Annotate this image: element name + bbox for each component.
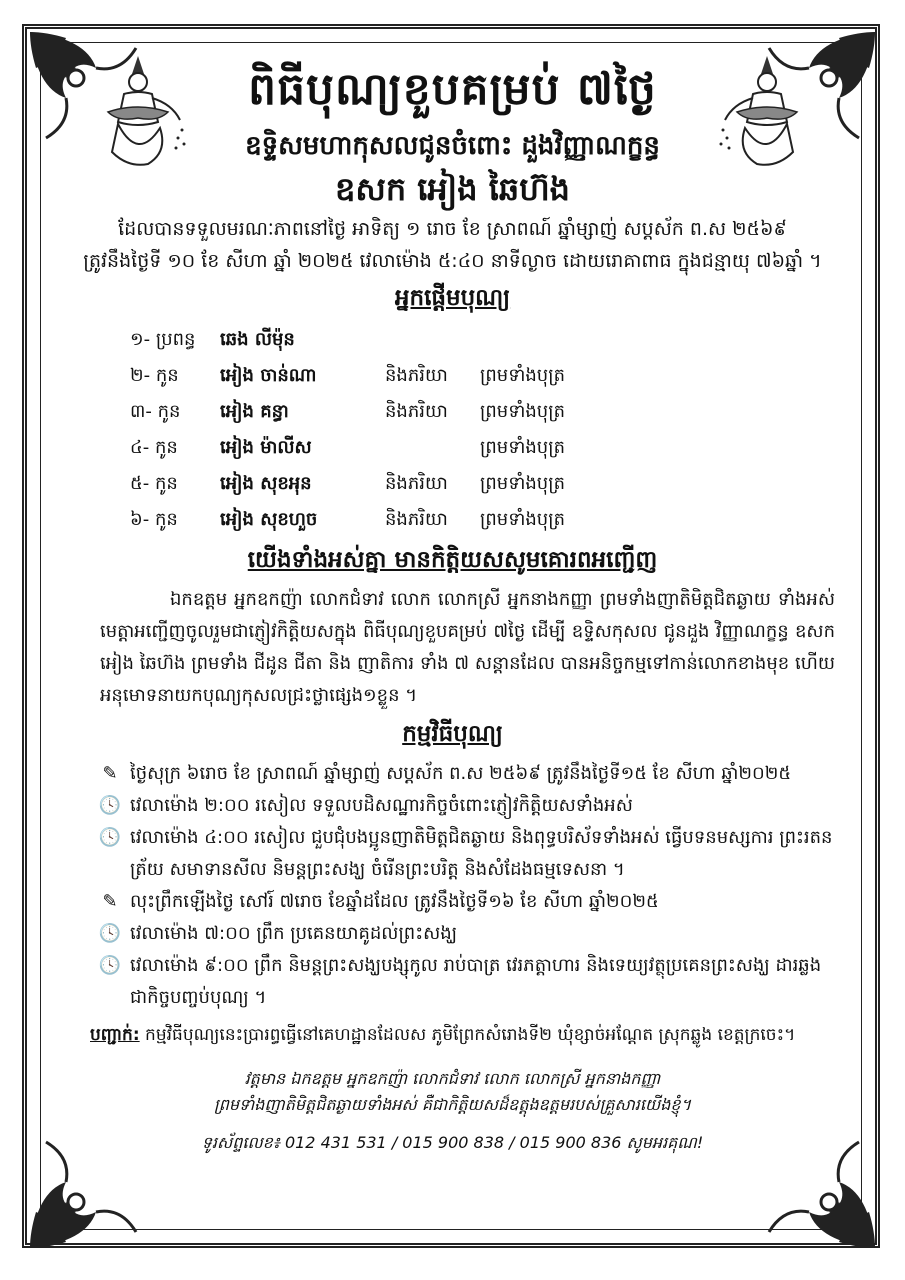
organizer-name: អៀង ចាន់ណា xyxy=(220,365,317,386)
invitation-heading: យើងទាំងអស់គ្នា មានកិត្តិយសសូមគោរពអញ្ជើញ xyxy=(247,547,658,573)
organizer-name: អៀង សុខអុន xyxy=(220,473,312,494)
program-item-text: វេលាម៉ោង ២:០០ រសៀល ទទួលបដិសណ្ឋារកិច្ចចំពោះភ្ញៀវកិត្តិយសទាំងអស់ xyxy=(130,795,633,816)
program-item-text: វេលាម៉ោង ៩:០០ ព្រឹក និមន្តព្រះសង្ឃបង្សុកូល រាប់បាត្រ វេរភត្តាហារ និងទេយ្យវត្ថុប្រគេនព្រះសង្ឃ ដារឆ្លងជាកិច្ចបញ្ចប់បុណ្យ ។ xyxy=(130,955,822,1008)
organizer-name: ឆេង លីម៉ុន xyxy=(220,329,295,350)
organizer-name: អៀង សុខហួច xyxy=(220,509,318,530)
pen-icon: ✎ xyxy=(102,763,118,784)
organizer-name: អៀង ម៉ាលីស xyxy=(220,437,312,458)
organizer-children: ព្រមទាំងបុត្រ xyxy=(480,473,565,494)
dedication-subtitle: ឧទ្ទិសមហាកុសលជូនចំពោះ ដួងវិញ្ញាណក្ខន្ធ xyxy=(245,131,660,161)
organizer-row xyxy=(130,466,845,502)
clock-icon: 🕓 xyxy=(98,955,122,976)
organizer-relation: ២- កូន xyxy=(130,365,179,386)
program-item xyxy=(90,886,835,918)
organizers-list xyxy=(130,322,845,538)
organizer-relation: ១- ប្រពន្ធ xyxy=(130,329,196,350)
organizer-children: ព្រមទាំងបុត្រ xyxy=(480,365,565,386)
organizer-spouse: និងភរិយា xyxy=(385,365,448,386)
footer-line-1: វត្តមាន ឯកឧត្តម អ្នកឧកញ៉ា លោកជំទាវ លោក លោកស្រី អ្នកនាងកញ្ញា xyxy=(244,1069,661,1088)
program-item-text: វេលាម៉ោង ៤:០០ រសៀល ជួបជុំបងប្អូនញាតិមិត្តជិតឆ្ងាយ និងពុទ្ធបរិស័ទទាំងអស់ ធ្វើបទនមស្សការ ព្រះរតនត្រ័យ សមាទានសីល និមន្តព្រះសង្ឃ ចំរើនព្រះបរិត្ត និងសំដែងធម្មទេសនា ។ xyxy=(130,827,833,880)
death-time-line: ត្រូវនឹងថ្ងៃទី ១០ ខែ សីហា ឆ្នាំ ២០២៥ វេលាម៉ោង ៥:៤០ នាទីល្ងាច ដោយរោគាពាធ ក្នុងជន្មាយុ ៧៦ឆ្នាំ ។ xyxy=(83,250,822,272)
organizers-heading: អ្នកផ្តើមបុណ្យ xyxy=(394,285,511,311)
main-content xyxy=(60,52,845,1156)
organizer-relation: ៤- កូន xyxy=(130,437,178,458)
footer-line-2: ព្រមទាំងញាតិមិត្តជិតឆ្ងាយទាំងអស់ គឺជាកិត្តិយសដ៏ឧត្តុងឧត្តមរបស់គ្រួសារយើងខ្ញុំ។ xyxy=(213,1095,692,1114)
clock-icon: 🕓 xyxy=(98,795,122,816)
organizer-row xyxy=(130,502,845,538)
organizer-relation: ៣- កូន xyxy=(130,401,181,422)
organizer-relation: ៥- កូន xyxy=(130,473,178,494)
organizer-row xyxy=(130,430,845,466)
clock-icon: 🕓 xyxy=(98,923,122,944)
organizer-name: អៀង គន្ធា xyxy=(220,401,289,422)
note-text: កម្មវិធីបុណ្យនេះប្រារព្ធធ្វើនៅគេហដ្ឋានដែលស ភូមិព្រែកសំរោងទី២ ឃុំខ្សាច់អណ្តែត ស្រុកឆ្លូង ខេត្តក្រចេះ។ xyxy=(139,1025,796,1045)
clock-icon: 🕓 xyxy=(98,827,122,848)
organizer-spouse: និងភរិយា xyxy=(385,473,448,494)
contact-phone: ទូរស័ព្ទលេខ៖ 012 431 531 / 015 900 838 / 015 900 836 សូមអរគុណ! xyxy=(201,1133,704,1152)
deceased-name: ឧសក អៀង ឆៃហ៊ង xyxy=(335,170,570,208)
organizer-spouse: និងភរិយា xyxy=(385,509,448,530)
program-item-text: ថ្ងៃសុក្រ ៦រោច ខែ ស្រាពណ៍ ឆ្នាំម្សាញ់ សប្តស័ក ព.ស ២៥៦៩ ត្រូវនឹងថ្ងៃទី១៥ ខែ សីហា ឆ្នាំ២០២៥ xyxy=(130,763,792,784)
organizer-row xyxy=(130,394,845,430)
organizer-children: ព្រមទាំងបុត្រ xyxy=(480,509,565,530)
page-title: ពិធីបុណ្យខួបគម្រប់ ៧ថ្ងៃ xyxy=(248,64,657,115)
organizer-children: ព្រមទាំងបុត្រ xyxy=(480,437,565,458)
death-date-line: ដែលបានទទួលមរណៈភាពនៅថ្ងៃ អាទិត្យ ១ រោច ខែ ស្រាពណ៍ ឆ្នាំម្សាញ់ សប្តស័ក ព.ស ២៥៦៩ xyxy=(118,218,787,240)
organizer-children: ព្រមទាំងបុត្រ xyxy=(480,401,565,422)
footer-message xyxy=(60,1066,845,1118)
program-item-text: វេលាម៉ោង ៧:០០ ព្រឹក ប្រគេនយាគូដល់ព្រះសង្ឃ xyxy=(130,923,458,944)
program-item xyxy=(90,758,835,790)
note-label: បញ្ជាក់: xyxy=(90,1025,140,1045)
program-list xyxy=(90,758,835,1014)
invitation-body: ឯកឧត្តម អ្នកឧកញ៉ា លោកជំទាវ លោក លោកស្រី អ្នកនាងកញ្ញា ព្រមទាំងញាតិមិត្តជិតឆ្ងាយ ទាំងអស់មេត្តាអញ្ជើញចូលរួមជាភ្ញៀវកិត្តិយសក្នុង ពិធីបុណ្យខួបគម្រប់ ៧ថ្ងៃ ដើម្បី ឧទ្ទិសកុសល ជូនដួង វិញ្ញាណក្ខន្ធ ឧសក អៀង ឆៃហ៊ង ព្រមទាំង ជីដូន ជីតា និង ញាតិការ ទាំង ៧ សន្តានដែល បានអនិច្ចកម្មទៅកាន់លោកខាងមុខ ហើយអនុមោទនាយកបុណ្យកុសលជ្រះថ្លាផ្សេង១ខ្លួន ។ xyxy=(100,589,835,706)
organizer-row xyxy=(130,322,845,358)
program-item xyxy=(90,790,835,822)
organizer-row xyxy=(130,358,845,394)
program-item xyxy=(90,918,835,950)
program-heading: កម្មវិធីបុណ្យ xyxy=(402,721,503,747)
program-item xyxy=(90,822,835,886)
location-note xyxy=(90,1020,835,1050)
organizer-spouse xyxy=(385,322,480,358)
program-item-text: លុះព្រឹកឡើងថ្ងៃ សៅរ៍ ៧រោច ខែឆ្នាំដដែល ត្រូវនឹងថ្ងៃទី១៦ ខែ សីហា ឆ្នាំ២០២៥ xyxy=(130,891,659,912)
organizer-children xyxy=(480,322,640,358)
organizer-relation: ៦- កូន xyxy=(130,509,178,530)
organizer-spouse: និងភរិយា xyxy=(385,401,448,422)
organizer-spouse xyxy=(385,430,480,466)
program-item xyxy=(90,950,835,1014)
pen-icon: ✎ xyxy=(102,891,118,912)
